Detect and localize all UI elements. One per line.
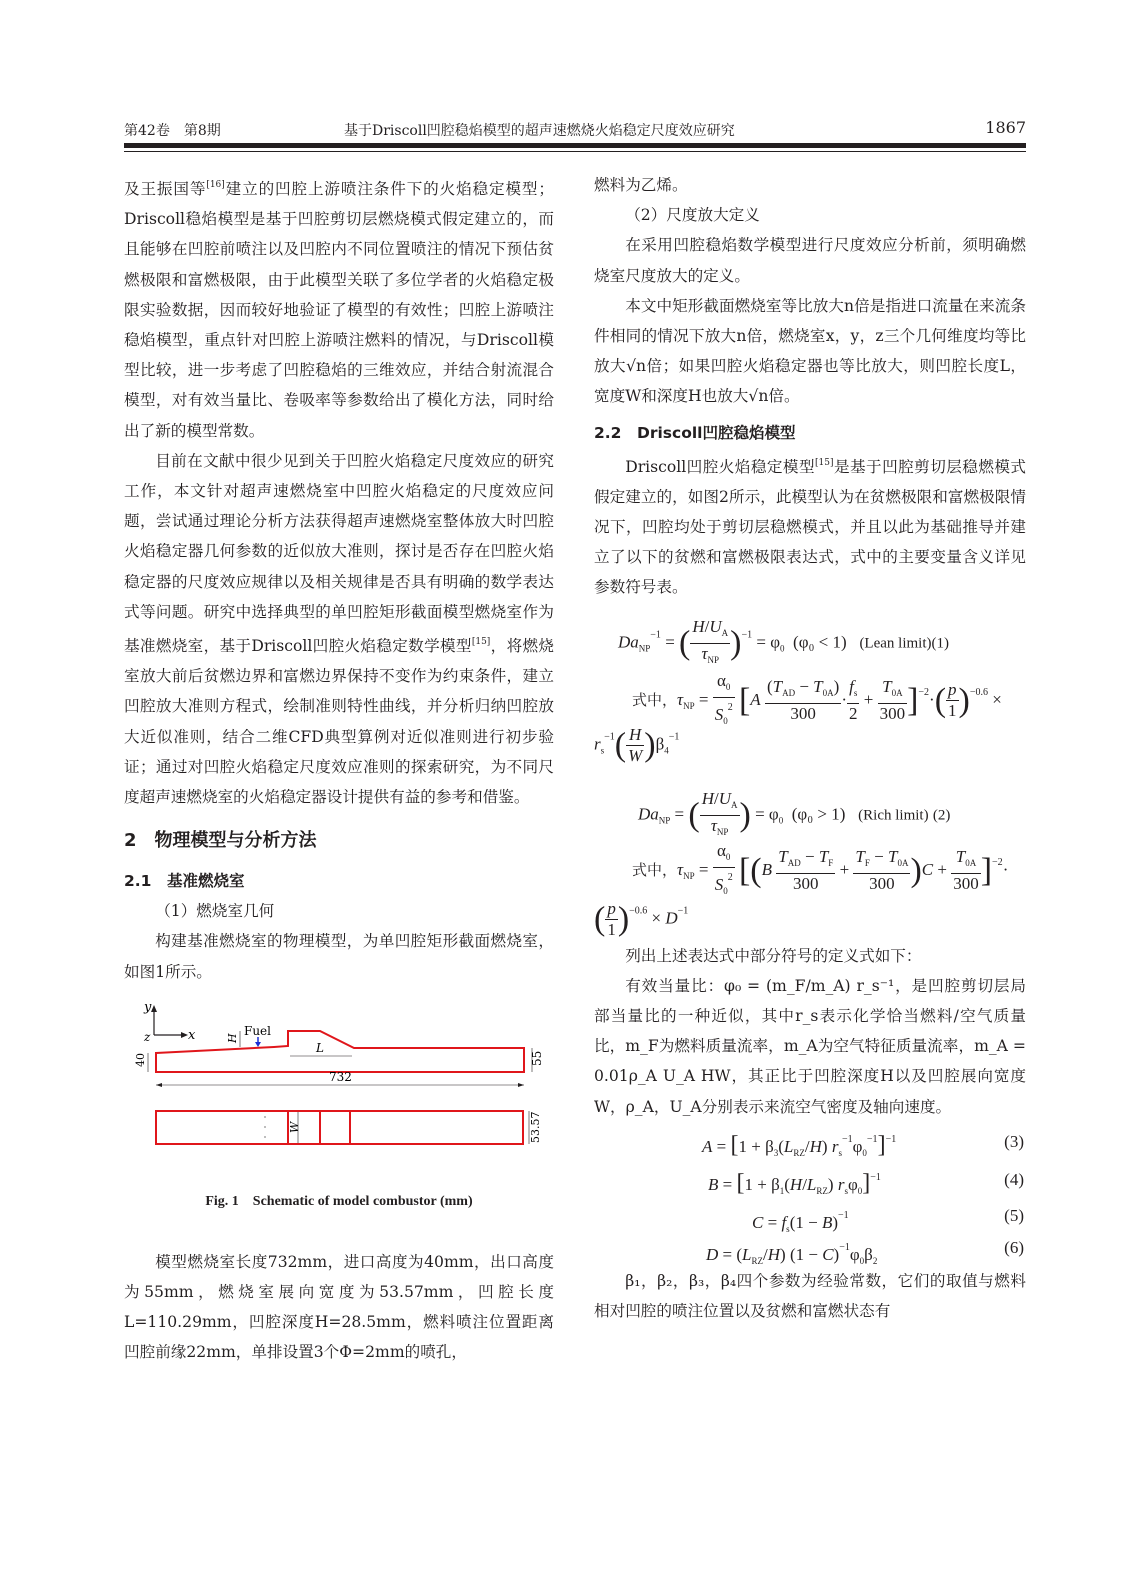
- outlet-height-label: 55: [530, 1050, 544, 1066]
- equation-6: $D = (L_{RZ}/H) (1 - C)^{-1}\varphi_0\beta_2$ (6): [706, 1237, 1024, 1266]
- paragraph: 构建基准燃烧室的物理模型，为单凹腔矩形截面燃烧室，如图1所示。: [124, 932, 554, 981]
- subheading-geometry: （1）燃烧室几何: [155, 902, 275, 921]
- running-title: 基于Driscoll凹腔稳焰模型的超声速燃烧火焰稳定尺度效应研究: [344, 123, 735, 139]
- eq1-condition: (φ₀ < 1): [793, 632, 847, 652]
- L-label: L: [316, 1040, 324, 1055]
- text: ，将燃烧室放大前后贫燃边界和富燃边界保持不变作为约束条件，建立凹腔放大准则方程式，绘制准则特性曲线，并分析归纳凹腔放大近似准则，结合二维CFD典型算例对近似准则进行初步验证；通过对凹腔火焰稳定尺度效应准则的探索研究，为不同尺度超声速燃烧室的火焰稳定器设计提供有益的参考和借鉴。: [124, 637, 554, 807]
- text: 是基于凹腔剪切层稳燃模式假定建立的，如图2所示，此模型认为在贫燃极限和富燃极限情况下，凹腔均处于剪切层稳燃模式，并且以此为基础推导并建立了以下的贫燃和富燃极限表达式，式中的主要变量含义详见参数符号表。: [594, 457, 1026, 597]
- combustor-top-outline: [156, 1111, 523, 1144]
- axis-y-label: y: [144, 1000, 152, 1015]
- header-rule-thin: [124, 151, 1026, 152]
- paragraph: 在采用凹腔稳焰数学模型进行尺度效应分析前，须明确燃烧室尺度放大的定义。: [594, 236, 1026, 285]
- section-heading-2-2: 2.2 Driscoll凹腔稳焰模型: [594, 423, 796, 442]
- right-column: [594, 170, 1026, 1326]
- paragraph: 燃料为乙烯。: [594, 176, 688, 194]
- inlet-height-label: 40: [134, 1052, 147, 1067]
- axis-triad: [143, 1001, 196, 1044]
- paragraph: 本文中矩形截面燃烧室等比放大n倍是指进口流量在来流条件相同的情况下放大n倍，燃烧室x，y，z三个几何维度均等比放大√n倍；如果凹腔火焰稳定器也等比放大，则凹腔长度L，宽度W和深度H也放大√n倍。: [594, 296, 1026, 406]
- text: 目前在文献中很少见到关于凹腔火焰稳定尺度效应的研究工作，本文针对超声速燃烧室中凹腔火焰稳定的尺度效应问题，尝试通过理论分析方法获得超声速燃烧室整体放大时凹腔火焰稳定器几何参数的近似放大准则，探讨是否存在凹腔火焰稳定器的尺度效应规律以及相关规律是否具有明确的数学表达式等问题。研究中选择典型的单凹腔矩形截面模型燃烧室作为基准燃烧室，基于Driscoll凹腔火焰稳定数学模型: [124, 451, 554, 656]
- text: 及王振国等: [124, 180, 207, 198]
- combustor-schematic: [124, 1001, 554, 1181]
- eq2-condition: (φ₀ > 1): [791, 804, 846, 824]
- fuel-label: Fuel: [244, 1023, 271, 1038]
- paragraph: [124, 170, 554, 446]
- left-column: [124, 170, 554, 1368]
- volume-issue: 第42卷 第8期: [124, 123, 221, 139]
- paragraph: [124, 446, 554, 812]
- axis-z-label: z: [144, 1029, 151, 1044]
- figure-caption: Fig. 1 Schematic of model combustor (mm): [205, 1193, 473, 1209]
- paragraph: 有效当量比：φ₀ = (m_F/m_A) r_s⁻¹，是凹腔剪切层局部当量比的一种近似，其中r_s表示化学恰当燃料/空气质量比，m_F为燃料质量流率，m_A为空气特征质量流率，m_A = 0.01ρ_A U_A HW，其正比于凹腔深度H以及凹腔展向宽度W，ρ_A，U_A分别表示来流空气密度及轴向速度。: [594, 976, 1026, 1116]
- section-heading-2-1: 2.1 基准燃烧室: [124, 872, 245, 891]
- header-rule-thick: [124, 143, 1026, 148]
- where-label: 式中，: [632, 860, 678, 879]
- H-label: H: [226, 1033, 239, 1043]
- equation-1-tau: 式中，$\tau_{NP}$ = $\frac{\alpha_0}{S_0^2}$ [A $\frac{(T_{AD} - T_{0A})}{300}$ · $\frac{f_s}{2}$ + $\frac{T_{0A}}{300}$ ]$^{-2}$·( $\frac{p}{1}$ )$^{-0.6}$ × $r_s^{-1}$( $\frac{H}{W}$ )$\beta_4^{-1}$: [594, 670, 1002, 765]
- citation[interactable]: [16]: [206, 180, 225, 190]
- eq1-label: (Lean limit): [859, 635, 932, 652]
- paragraph: β₁，β₂，β₃，β₄四个参数为经验常数，它们的取值与燃料相对凹腔的喷注位置以及贫燃和富燃状态有: [594, 1271, 1026, 1321]
- eq2-label: (Rich limit): [858, 807, 929, 824]
- W-label: W: [288, 1121, 301, 1133]
- paragraph: [594, 448, 1026, 603]
- where-label: 式中，: [632, 690, 678, 709]
- width-label: 53.57: [529, 1111, 542, 1143]
- eq1-number: (1): [931, 635, 949, 652]
- citation[interactable]: [15]: [815, 457, 834, 468]
- eq6-number: (6): [1004, 1237, 1024, 1257]
- equation-2-tau: 式中，$\tau_{NP}$ = $\frac{\alpha_0}{S_0^2}$ [(B $\frac{T_{AD} - T_F}{300}$ + $\frac{T_F - T_{0A}}{300}$ )C + $\frac{T_{0A}}{300}$ ]$^{-2}$· ( $\frac{p}{1}$ )$^{-0.6} \times D^{-1}$: [594, 840, 1009, 939]
- equation-1: $Da_{NP}^{-1}$ = ( $\frac{H/U_A}{\tau_{NP}}$ )$^{-1} = \varphi_0$ (φ₀ < 1) (Lean limit)(1): [618, 616, 949, 665]
- eq3-number: (3): [1004, 1131, 1024, 1151]
- eq5-number: (5): [1004, 1205, 1024, 1225]
- subheading-scale-definition: （2）尺度放大定义: [625, 206, 760, 225]
- paragraph: 列出上述表达式中部分符号的定义式如下：: [625, 946, 922, 965]
- citation[interactable]: [15]: [471, 637, 491, 648]
- page-number: 1867: [985, 118, 1026, 137]
- length-label: 732: [329, 1069, 352, 1084]
- section-heading-2: 2 物理模型与分析方法: [124, 830, 317, 852]
- combustor-side-outline: [156, 1031, 524, 1072]
- equation-5: $C = f_s(1 - B)^{-1}$ (5): [752, 1205, 1024, 1234]
- axis-x-label: x: [188, 1027, 196, 1043]
- text: 建立的凹腔上游喷注条件下的火焰稳定模型；Driscoll稳焰模型是基于凹腔剪切层燃烧模式假定建立的，而且能够在凹腔前喷注以及凹腔内不同位置喷注的情况下预估贫燃极限和富燃极限，由于此模型关联了多位学者的火焰稳定极限实验数据，因而较好地验证了模型的有效性；凹腔上游喷注稳焰模型，重点针对凹腔上游喷注燃料的情况，与Driscoll模型比较，进一步考虑了凹腔稳焰的三维效应，并结合射流混合模型，对有效当量比、卷吸率等参数给出了模化方法，同时给出了新的模型常数。: [124, 180, 554, 440]
- eq4-number: (4): [1004, 1169, 1024, 1189]
- text: Driscoll凹腔火焰稳定模型: [625, 457, 816, 476]
- figure-1: [124, 1001, 554, 1231]
- equation-3: $A = [1 + \beta_3(L_{RZ}/H)$ $r_s^{-1}\varphi_0^{-1}]^{-1}$ (3): [702, 1131, 1024, 1158]
- eq2-number: (2): [932, 807, 951, 824]
- equation-2: $Da_{NP}$ = ( $\frac{H/U_A}{\tau_{NP}}$ ) = $\varphi_0$ (φ₀ > 1) (Rich limit) (2): [638, 788, 951, 837]
- running-header: [124, 118, 1026, 142]
- paragraph: 模型燃烧室长度732mm，进口高度为40mm，出口高度为55mm，燃烧室展向宽度为53.57mm，凹腔长度L=110.29mm，凹腔深度H=28.5mm，燃料喷注位置距离凹腔前缘22mm，单排设置3个Φ=2mm的喷孔，: [124, 1252, 554, 1362]
- equation-4: $B = [1 + \beta_1(H/L_{RZ})$ $r_s\varphi_0]^{-1}$ (4): [708, 1169, 1024, 1196]
